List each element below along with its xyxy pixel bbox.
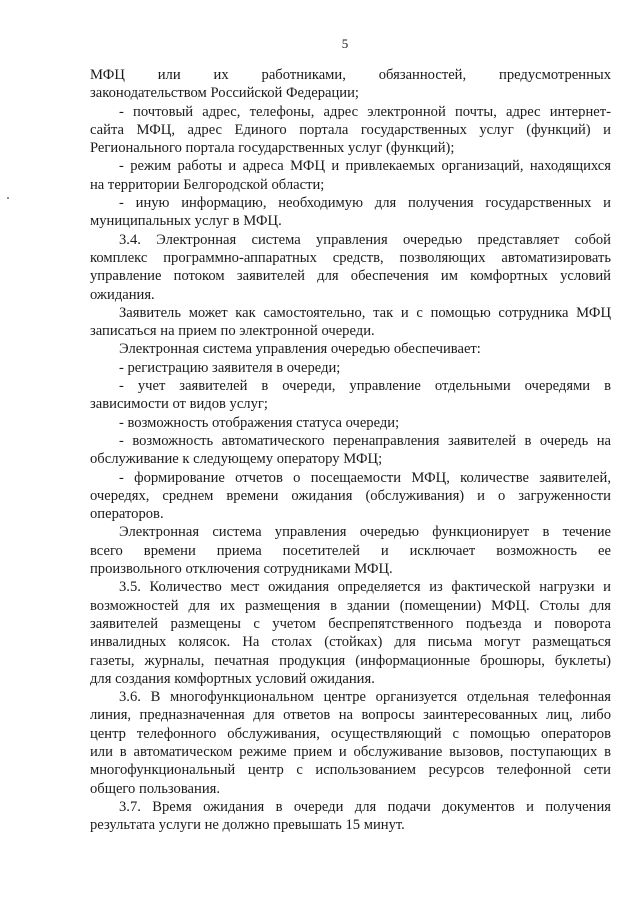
text-line: 3.6. В многофункциональном центре организуется отдельная телефонная xyxy=(119,689,611,706)
text-line: газеты, журналы, печатная продукция (информационные брошюры, буклеты) xyxy=(90,652,611,669)
text-line: результата услуги не должно превышать 15 минут. xyxy=(90,817,405,834)
text-line: Регионального портала государственных услуг (функций); xyxy=(90,140,455,157)
text-line: - режим работы и адреса МФЦ и привлекаемых организаций, находящихся xyxy=(119,158,611,175)
text-line: - формирование отчетов о посещаемости МФЦ, количестве заявителей, xyxy=(119,469,611,486)
text-line: очередях, среднем времени ожидания (обслуживания) и о загруженности xyxy=(90,487,611,504)
text-line: - почтовый адрес, телефоны, адрес электронной почты, адрес интернет- xyxy=(119,103,611,120)
text-line: всего времени приема посетителей и исключает возможность ее xyxy=(90,542,611,559)
text-line: обслуживание к следующему оператору МФЦ; xyxy=(90,451,383,468)
page-number: 5 xyxy=(341,36,349,51)
text-line: многофункциональный центр с использованием ресурсов телефонной сети xyxy=(90,762,611,779)
text-line: общего пользования. xyxy=(90,780,220,797)
text-line: Электронная система управления очередью функционирует в течение xyxy=(119,524,611,541)
text-line: инвалидных колясок. На столах (стойках) для письма могут размещаться xyxy=(90,634,611,651)
text-line: сайта МФЦ, адрес Единого портала государственных услуг (функций) и xyxy=(90,121,611,138)
text-line: произвольного отключения сотрудниками МФЦ. xyxy=(90,561,393,578)
text-line: Электронная система управления очередью обеспечивает: xyxy=(119,341,481,358)
text-line: - иную информацию, необходимую для получения государственных и xyxy=(119,195,611,212)
text-line: центр телефонного обслуживания, осуществляющий с помощью операторов xyxy=(90,725,611,742)
text-line: Заявитель может как самостоятельно, так и с помощью сотрудника МФЦ xyxy=(119,304,611,321)
document-body xyxy=(90,66,611,834)
text-line: на территории Белгородской области; xyxy=(90,176,325,193)
text-line: 3.7. Время ожидания в очереди для подачи документов и получения xyxy=(119,798,611,815)
text-line: заявителей размещены с учетом беспрепятственного подъезда и поворота xyxy=(90,615,611,632)
text-line: законодательством Российской Федерации; xyxy=(90,85,359,102)
text-line: 3.5. Количество мест ожидания определяется из фактической нагрузки и xyxy=(119,579,611,596)
text-line: возможностей для их размещения в здании (помещении) МФЦ. Столы для xyxy=(90,597,611,614)
text-line: муниципальных услуг в МФЦ. xyxy=(90,213,282,230)
text-line: МФЦ или их работниками, обязанностей, предусмотренных xyxy=(90,67,611,83)
text-line: - регистрацию заявителя в очереди; xyxy=(119,359,341,376)
text-line: ожидания. xyxy=(90,286,155,303)
text-line: линия, предназначенная для ответов на вопросы заинтересованных лиц, либо xyxy=(90,707,611,724)
text-line: или в автоматическом режиме прием и обслуживание вызовов, поступающих в xyxy=(90,743,611,760)
text-line: записаться на прием по электронной очереди. xyxy=(90,323,375,340)
text-line: - учет заявителей в очереди, управление отдельными очередями в xyxy=(119,378,611,395)
text-line: операторов. xyxy=(90,506,164,523)
text-line: - возможность отображения статуса очереди; xyxy=(119,414,400,431)
text-line: зависимости от видов услуг; xyxy=(90,396,268,413)
scan-dot xyxy=(7,197,9,199)
text-line: - возможность автоматического перенаправления заявителей в очередь на xyxy=(119,432,611,449)
text-line: для создания комфортных условий ожидания. xyxy=(90,670,375,687)
text-line: 3.4. Электронная система управления очередью представляет собой xyxy=(119,231,611,248)
text-line: управление потоком заявителей для обеспечения им комфортных условий xyxy=(90,268,611,285)
text-line: комплекс программно-аппаратных средств, позволяющих автоматизировать xyxy=(90,249,611,266)
